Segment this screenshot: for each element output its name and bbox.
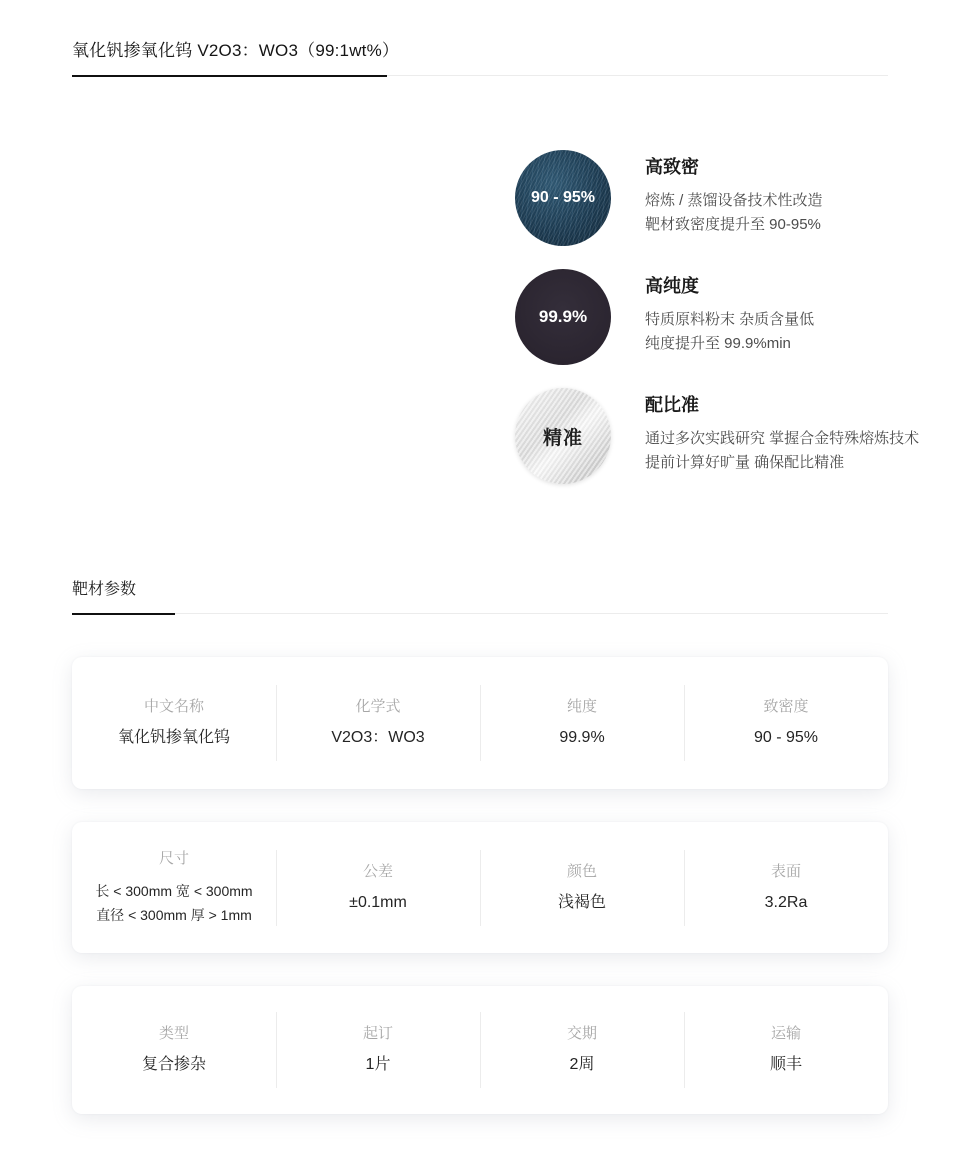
title-rule — [72, 75, 888, 77]
spec-value: 1片 — [365, 1056, 391, 1073]
spec-label: 表面 — [770, 862, 801, 880]
spec-value: 3.2Ra — [764, 893, 808, 911]
page-header — [72, 36, 888, 77]
density-badge-label: 90 - 95% — [530, 189, 596, 206]
spec-label: 类型 — [158, 1025, 189, 1042]
feature-text — [645, 269, 814, 365]
feature-purity — [515, 269, 955, 365]
feature-ratio — [515, 388, 955, 484]
spec-cell-type — [72, 986, 276, 1114]
spec-card-basic — [72, 657, 888, 789]
spec-label: 交期 — [566, 1025, 597, 1042]
spec-label: 化学式 — [355, 698, 401, 715]
density-badge-circle — [515, 150, 611, 246]
feature-desc-line: 通过多次实践研究 掌握合金特殊熔炼技术 — [645, 430, 920, 447]
feature-desc-line: 熔炼 / 蒸馏设备技术性改造 — [645, 192, 823, 209]
spec-value: 2周 — [569, 1056, 595, 1073]
spec-label: 纯度 — [566, 698, 597, 715]
purity-badge-circle — [515, 269, 611, 365]
spec-card-physical — [72, 822, 888, 953]
spec-value: 90 - 95% — [753, 729, 819, 746]
params-rule — [72, 613, 888, 615]
feature-text — [645, 388, 919, 484]
spec-cell-color — [480, 822, 684, 953]
feature-heading: 配比准 — [645, 395, 699, 415]
spec-cell-size — [72, 822, 276, 953]
spec-cell-chinese-name — [72, 657, 276, 789]
feature-desc-line: 提前计算好旷量 确保配比精准 — [645, 454, 845, 471]
purity-badge-label: 99.9% — [538, 307, 588, 326]
params-rule-accent — [72, 613, 175, 615]
spec-value: ±0.1mm — [349, 893, 407, 911]
spec-value: V2O3：WO3 — [331, 729, 425, 746]
spec-value: 顺丰 — [769, 1056, 802, 1073]
spec-cell-tolerance — [276, 822, 480, 953]
spec-label: 致密度 — [763, 698, 809, 715]
spec-value-line: 长 < 300mm 宽 < 300mm — [95, 882, 253, 899]
title-rule-accent — [72, 75, 387, 77]
spec-cell-leadtime — [480, 986, 684, 1114]
params-section-header — [72, 576, 888, 615]
spec-value: 浅褐色 — [557, 893, 606, 911]
spec-value-multiline — [95, 880, 252, 926]
feature-heading: 高纯度 — [645, 276, 699, 296]
params-section-title: 靶材参数 — [72, 581, 137, 598]
spec-value-line: 直径 < 300mm 厚 > 1mm — [96, 906, 252, 923]
spec-label: 公差 — [362, 862, 393, 880]
spec-value: 99.9% — [559, 729, 605, 746]
feature-text — [645, 150, 823, 246]
spec-label: 颜色 — [566, 862, 597, 880]
spec-card-order — [72, 986, 888, 1114]
spec-cell-surface — [684, 822, 888, 953]
spec-label: 中文名称 — [143, 698, 204, 715]
spec-cell-purity — [480, 657, 684, 789]
spec-cell-density — [684, 657, 888, 789]
spec-label: 尺寸 — [158, 849, 189, 867]
spec-value: 氧化钒掺氧化钨 — [117, 729, 230, 746]
ratio-badge-circle — [515, 388, 611, 484]
ratio-badge-label: 精准 — [542, 427, 583, 449]
spec-cell-shipping — [684, 986, 888, 1114]
spec-label: 起订 — [362, 1025, 393, 1042]
spec-card-list — [72, 657, 888, 1114]
feature-desc-line: 纯度提升至 99.9%min — [645, 335, 791, 352]
feature-density — [515, 150, 955, 246]
feature-list — [515, 150, 955, 484]
page-title: 氧化钒掺氧化钨 V2O3：WO3（99:1wt%） — [72, 41, 400, 60]
feature-heading: 高致密 — [645, 157, 699, 177]
spec-value: 复合掺杂 — [141, 1056, 206, 1073]
feature-desc-line: 特质原料粉末 杂质含量低 — [645, 311, 815, 328]
spec-cell-formula — [276, 657, 480, 789]
spec-label: 运输 — [770, 1025, 801, 1042]
spec-cell-moq — [276, 986, 480, 1114]
feature-desc-line: 靶材致密度提升至 90-95% — [645, 216, 821, 233]
